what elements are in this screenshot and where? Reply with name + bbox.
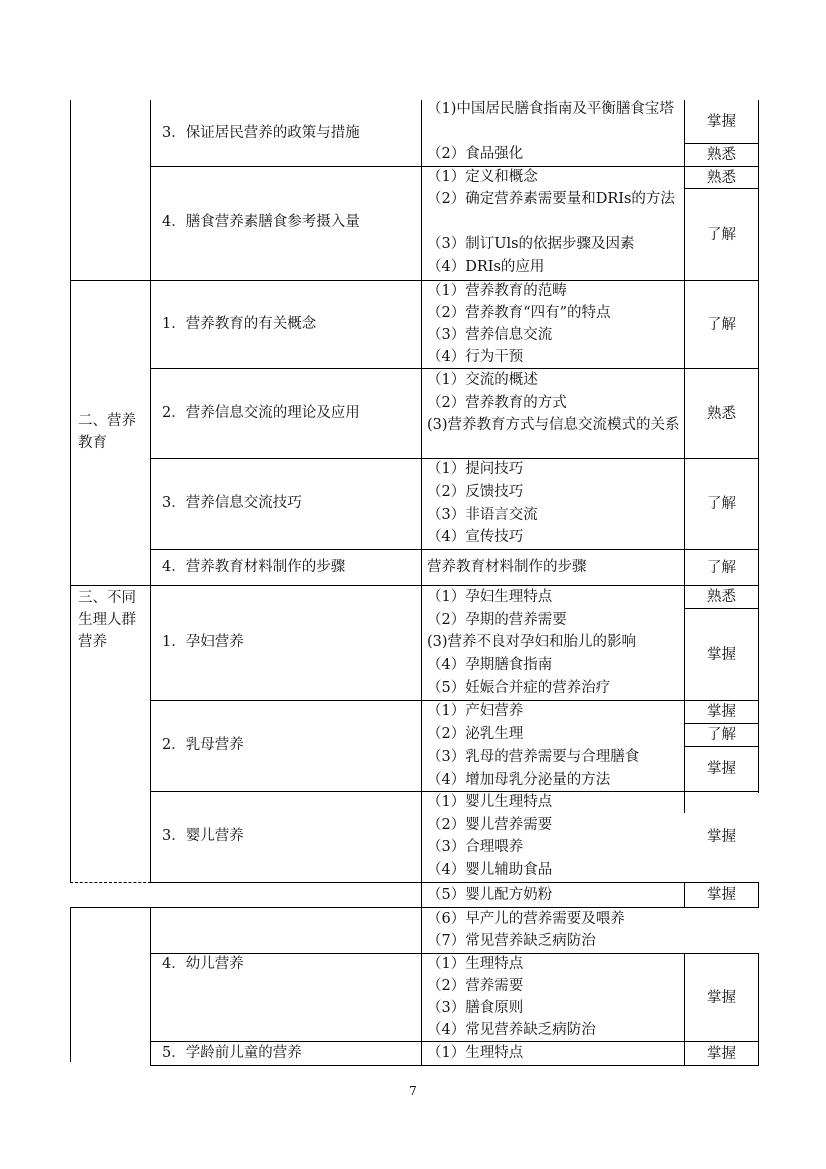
content-item: （6）早产儿的营养需要及喂养 xyxy=(427,911,625,927)
content-item: （2）营养教育的方式 xyxy=(427,395,567,411)
border-left xyxy=(70,100,71,882)
level-badge: 了解 xyxy=(707,226,736,243)
level-badge: 掌握 xyxy=(707,989,736,1006)
level-badge: 掌握 xyxy=(707,887,736,903)
level-badge: 熟悉 xyxy=(707,147,736,163)
content-item: （1）提问技巧 xyxy=(427,461,524,477)
content-item: （1）定义和概念 xyxy=(427,169,538,185)
level-badge: 熟悉 xyxy=(707,405,736,422)
content-item: （3）膳食原则 xyxy=(427,1000,524,1016)
content-item: （4）孕期膳食指南 xyxy=(427,657,553,673)
content-item: （3）营养信息交流 xyxy=(427,327,553,343)
content-item: （4）常见营养缺乏病防治 xyxy=(427,1022,596,1038)
line-table-bottom xyxy=(150,1065,759,1066)
line-section2-top xyxy=(70,280,759,281)
content-item: （1）生理特点 xyxy=(427,956,524,972)
topic-toddler: 4．幼儿营养 xyxy=(162,956,244,972)
content-item: （2）孕期的营养需要 xyxy=(427,612,567,628)
section-nutrition-education: 二、营养教育 xyxy=(78,413,136,451)
topic-infant: 3．婴儿营养 xyxy=(162,828,244,844)
content-item: （2）婴儿营养需要 xyxy=(427,817,553,833)
line-page-break xyxy=(70,907,151,908)
level-badge: 掌握 xyxy=(707,761,736,777)
content-item: （5）妊娠合并症的营养治疗 xyxy=(427,680,611,696)
level-badge: 掌握 xyxy=(707,1045,736,1062)
content-item: （4）婴儿辅助食品 xyxy=(427,862,553,878)
line-p3-dashed xyxy=(70,882,151,883)
section-population-nutrition: 三、不同生理人群营养 xyxy=(78,590,136,650)
content-item: （7）常见营养缺乏病防治 xyxy=(427,933,596,949)
content-item: 营养教育材料制作的步骤 xyxy=(427,559,587,575)
content-item: （1)中国居民膳食指南及平衡膳食宝塔 xyxy=(427,101,674,117)
content-item: （1）婴儿生理特点 xyxy=(427,794,553,810)
border-right-c xyxy=(758,953,759,1066)
level-badge: 熟悉 xyxy=(707,169,736,186)
content-item: （5）婴儿配方奶粉 xyxy=(427,887,553,903)
topic-education-concepts: 1．营养教育的有关概念 xyxy=(162,316,317,332)
topic-communication-theory: 2．营养信息交流的理论及应用 xyxy=(162,405,360,421)
content-item: （3）非语言交流 xyxy=(427,507,538,523)
level-badge: 了解 xyxy=(707,496,736,512)
content-item: （1）生理特点 xyxy=(427,1045,524,1061)
level-badge: 熟悉 xyxy=(707,589,736,605)
content-item: (3)营养不良对孕妇和胎儿的影响 xyxy=(427,634,637,650)
content-item: （3）乳母的营养需要与合理膳食 xyxy=(427,749,640,765)
page-number: 7 xyxy=(409,1084,417,1098)
level-badge: 了解 xyxy=(707,727,736,743)
level-badge: 掌握 xyxy=(707,829,736,845)
level-badge: 了解 xyxy=(707,559,736,576)
content-item: （1）交流的概述 xyxy=(427,372,538,388)
content-item: （2）营养需要 xyxy=(427,978,524,994)
content-item: （2）食品强化 xyxy=(427,146,524,162)
topic-communication-skills: 3．营养信息交流技巧 xyxy=(162,495,302,511)
content-item: （3）合理喂养 xyxy=(427,839,524,855)
content-item: （4）增加母乳分泌量的方法 xyxy=(427,772,611,788)
topic-pregnant: 1．孕妇营养 xyxy=(162,634,244,650)
border-right-b xyxy=(758,882,759,908)
border-left-lower xyxy=(70,907,71,1062)
line-p3-row5-top xyxy=(150,882,759,883)
topic-dri: 4．膳食营养素膳食参考摄入量 xyxy=(162,214,360,230)
line-e4-top xyxy=(150,549,759,550)
content-item: （1）营养教育的范畴 xyxy=(427,283,567,299)
content-item: （4）DRIs的应用 xyxy=(427,259,545,275)
level-badge: 掌握 xyxy=(707,704,736,720)
content-item: （4）行为干预 xyxy=(427,349,524,365)
border-right-a xyxy=(758,100,759,793)
content-item: （2）泌乳生理 xyxy=(427,726,524,742)
content-item: （2）确定营养素需要量和DRIs的方法 xyxy=(427,191,675,207)
topic-materials: 4．营养教育材料制作的步骤 xyxy=(162,559,346,575)
topic-preschool: 5．学龄前儿童的营养 xyxy=(162,1045,302,1061)
level-badge: 掌握 xyxy=(707,646,736,663)
border-col2 xyxy=(150,100,151,882)
line-section3-top xyxy=(70,585,759,586)
content-item: (3)营养教育方式与信息交流模式的关系 xyxy=(427,417,680,433)
content-item: （4）宣传技巧 xyxy=(427,529,524,545)
content-item: （1）产妇营养 xyxy=(427,703,524,719)
topic-policy: 3．保证居民营养的政策与措施 xyxy=(162,125,360,141)
content-item: （3）制订Uls的依据步骤及因素 xyxy=(427,236,635,252)
level-badge: 掌握 xyxy=(707,113,736,130)
border-col2-lower xyxy=(150,907,151,1066)
content-item: （1）孕妇生理特点 xyxy=(427,589,553,605)
border-col3 xyxy=(421,100,422,1066)
content-item: （2）反馈技巧 xyxy=(427,484,524,500)
level-badge: 了解 xyxy=(707,316,736,333)
topic-lactating: 2．乳母营养 xyxy=(162,737,244,753)
content-item: （2）营养教育“四有”的特点 xyxy=(427,305,611,321)
